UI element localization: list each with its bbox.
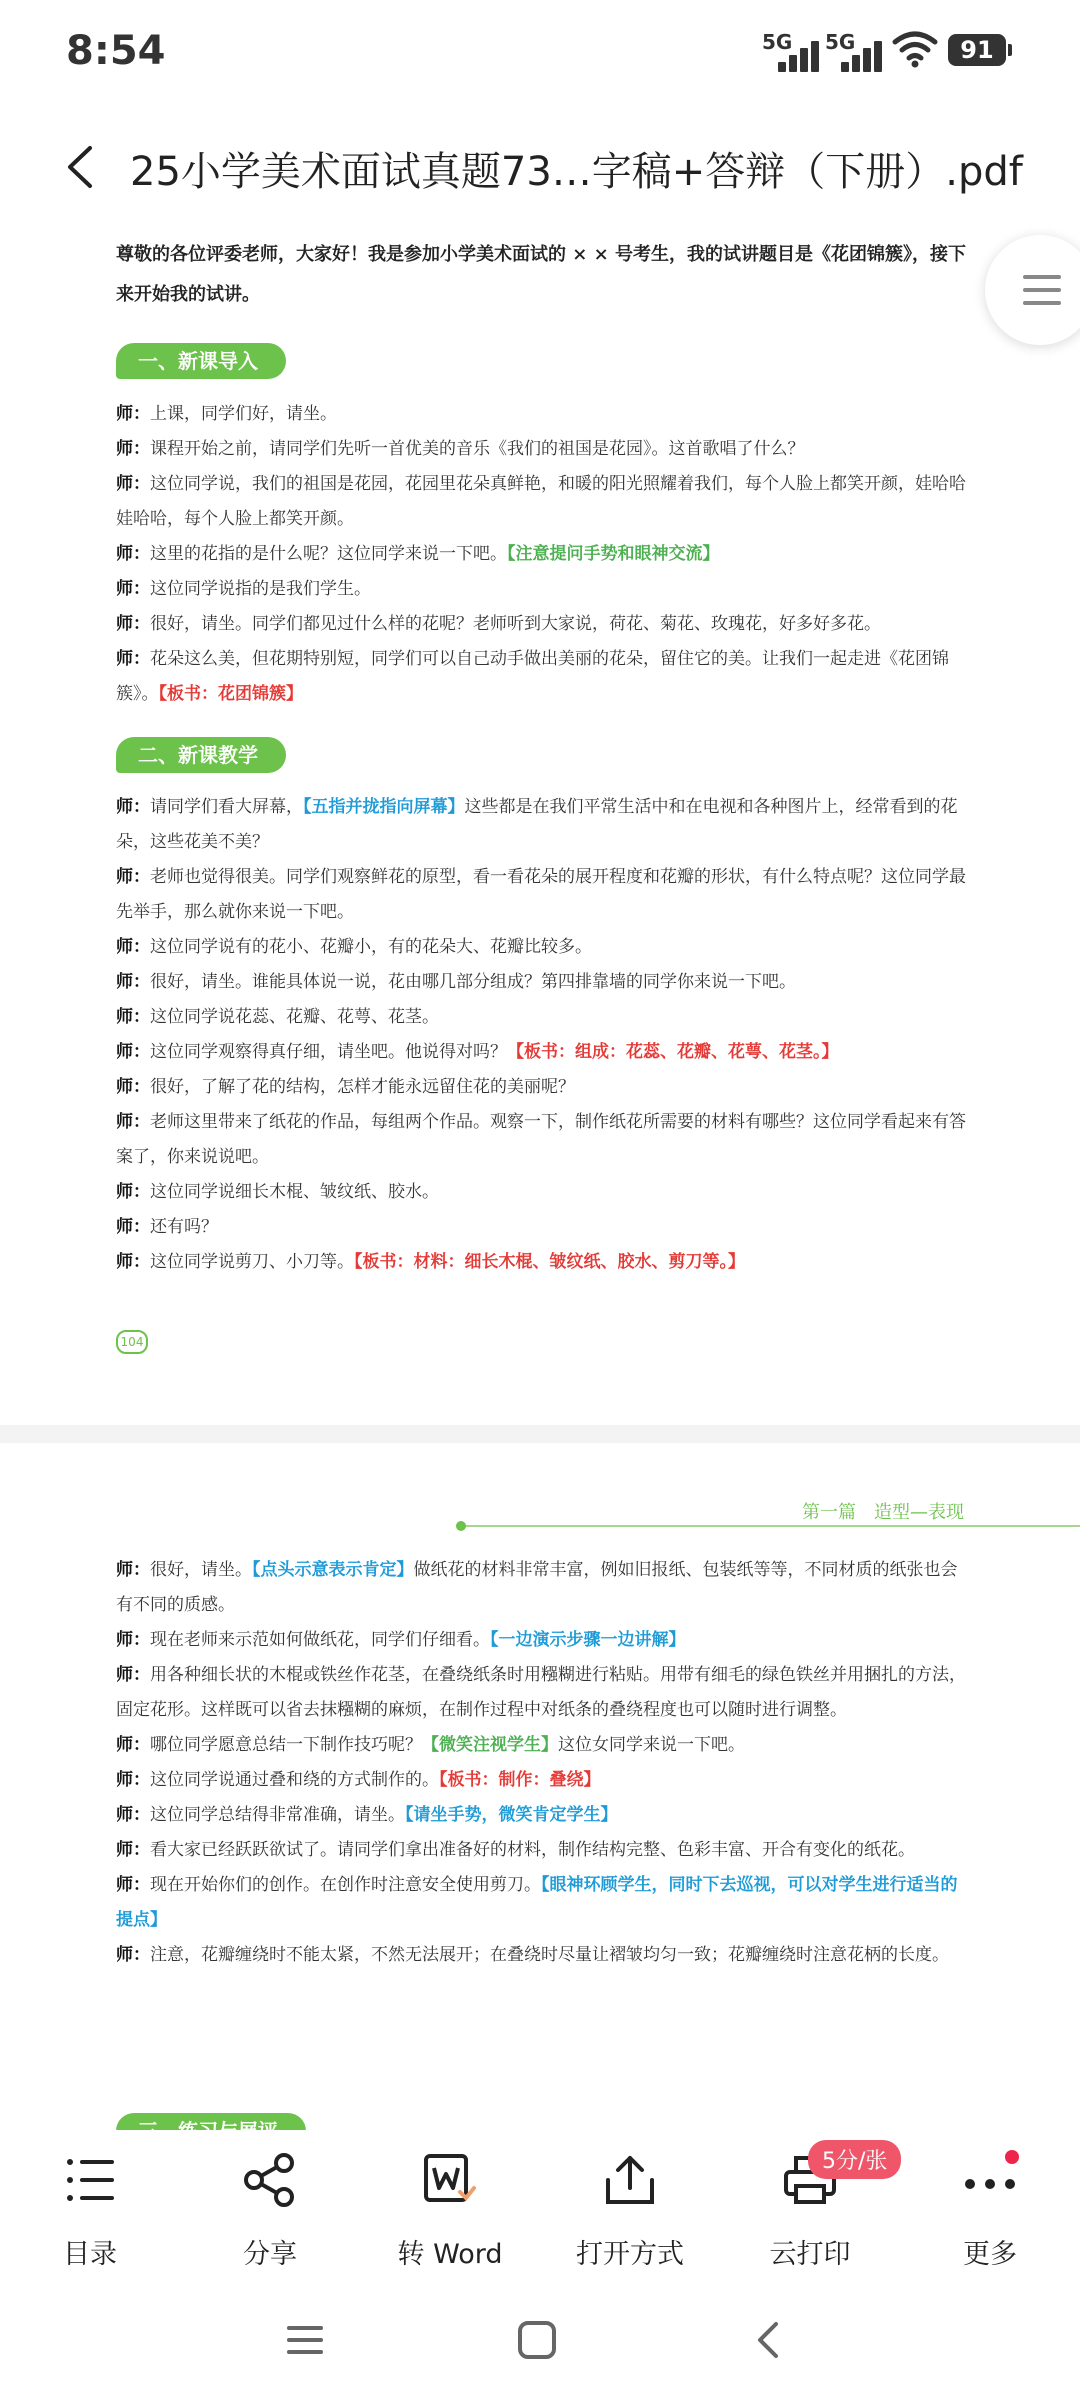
teaching-note: 【板书：花团锦簇】 xyxy=(158,684,303,704)
dialogue-line xyxy=(116,572,966,607)
dialogue-line xyxy=(116,607,966,642)
speaker-label: 师： xyxy=(116,1042,150,1062)
dialogue-line xyxy=(116,1623,966,1658)
print-price-badge: 5分/张 xyxy=(808,2140,901,2179)
speaker-label: 师： xyxy=(116,1945,150,1965)
signal-bars-icon xyxy=(841,40,891,72)
chapter-rule xyxy=(460,1525,1080,1527)
page-2-body xyxy=(116,1553,966,1973)
wifi-icon xyxy=(892,30,938,68)
line-text: 注意，花瓣缠绕时不能太紧，不然无法展开；在叠绕时尽量让褶皱均匀一致；花瓣缠绕时注意花柄的长度。 xyxy=(150,1945,949,1965)
intro-paragraph: 尊敬的各位评委老师，大家好！我是参加小学美术面试的 × × 号考生，我的试讲题目是《花团锦簇》，接下来开始我的试讲。 xyxy=(116,244,966,305)
speaker-label: 师： xyxy=(116,404,150,424)
share-icon xyxy=(240,2150,300,2210)
section-2-body xyxy=(116,790,966,1280)
back-arrow-icon[interactable] xyxy=(58,142,108,192)
status-bar xyxy=(0,0,1080,105)
line-text: 这位同学说有的花小、花瓣小，有的花朵大、花瓣比较多。 xyxy=(150,937,592,957)
menu-nav-icon[interactable] xyxy=(285,2320,325,2360)
dialogue-line xyxy=(116,1210,966,1245)
teaching-note: 【五指并拢指向屏幕】 xyxy=(303,797,465,817)
dialogue-line xyxy=(116,1035,966,1070)
line-text: 花朵这么美，但花期特别短，同学们可以自己动手做出美丽的花朵，留住它的美。让我们一起走进《花团锦簇》。 xyxy=(116,649,949,704)
dialogue-line xyxy=(116,1658,966,1728)
line-text: 这位同学观察得真仔细，请坐吧。他说得对吗？ xyxy=(150,1042,507,1062)
teaching-note: 【板书：制作：叠绕】 xyxy=(439,1770,601,1790)
line-text: 这位女同学来说一下吧。 xyxy=(558,1735,745,1755)
toolbar-label: 打开方式 xyxy=(576,2239,684,2270)
dialogue-line xyxy=(116,1798,966,1833)
dialogue-line xyxy=(116,642,966,712)
speaker-label: 师： xyxy=(116,1735,150,1755)
speaker-label: 师： xyxy=(116,937,150,957)
speaker-label: 师： xyxy=(116,1875,150,1895)
toolbar-more-button[interactable] xyxy=(915,2150,1065,2271)
system-nav-bar xyxy=(0,2280,1080,2401)
dialogue-line xyxy=(116,1000,966,1035)
section-1-body xyxy=(116,397,966,712)
line-text: 还有吗？ xyxy=(150,1217,218,1237)
toolbar-label: 转 Word xyxy=(397,2239,503,2270)
speaker-label: 师： xyxy=(116,1077,150,1097)
line-text: 这位同学说花蕊、花瓣、花萼、花茎。 xyxy=(150,1007,439,1027)
dialogue-line xyxy=(116,1105,966,1175)
dialogue-line xyxy=(116,1868,966,1938)
network-label-2: 5G xyxy=(825,30,856,54)
dialogue-line xyxy=(116,1175,966,1210)
speaker-label: 师： xyxy=(116,972,150,992)
speaker-label: 师： xyxy=(116,867,150,887)
toolbar-label: 更多 xyxy=(963,2239,1017,2270)
teaching-note: 【板书：材料：细长木棍、皱纹纸、胶水、剪刀等。】 xyxy=(354,1252,745,1272)
line-text: 很好，请坐。 xyxy=(150,1560,252,1580)
toolbar-label: 云打印 xyxy=(769,2239,851,2270)
line-text: 很好，请坐。谁能具体说一说，花由哪几部分组成？第四排靠墙的同学你来说一下吧。 xyxy=(150,972,796,992)
speaker-label: 师： xyxy=(116,439,150,459)
speaker-label: 师： xyxy=(116,1805,150,1825)
speaker-label: 师： xyxy=(116,649,150,669)
line-text: 这里的花指的是什么呢？这位同学来说一下吧。 xyxy=(150,544,507,564)
dialogue-line xyxy=(116,1070,966,1105)
teaching-note: 【微笑注视学生】 xyxy=(422,1735,558,1755)
dialogue-line xyxy=(116,1938,966,1973)
line-text: 用各种细长状的木棍或铁丝作花茎，在叠绕纸条时用糨糊进行粘贴。用带有细毛的绿色铁丝并用捆扎的方法，固定花形。这样既可以省去抹糨糊的麻烦，在制作过程中对纸条的叠绕程度也可以随时进行调整。 xyxy=(116,1665,966,1720)
title-bar xyxy=(0,110,1080,225)
dialogue-line xyxy=(116,537,966,572)
section-heading-1: 一、新课导入 xyxy=(116,343,286,379)
teaching-note: 【请坐手势，微笑肯定学生】 xyxy=(405,1805,618,1825)
dialogue-line xyxy=(116,860,966,930)
dialogue-line xyxy=(116,397,966,432)
notification-dot xyxy=(1005,2150,1019,2164)
line-text: 这些都是在我们平常生活中和在电视和各种图片上，经常看到的花朵，这些花美不美？ xyxy=(116,797,958,852)
line-text: 这位同学说指的是我们学生。 xyxy=(150,579,371,599)
line-text: 这位同学说剪刀、小刀等。 xyxy=(150,1252,354,1272)
line-text: 这位同学总结得非常准确，请坐。 xyxy=(150,1805,405,1825)
speaker-label: 师： xyxy=(116,544,150,564)
line-text: 哪位同学愿意总结一下制作技巧呢？ xyxy=(150,1735,422,1755)
battery-indicator: 91 xyxy=(948,34,1006,66)
dialogue-line xyxy=(116,432,966,467)
dialogue-line xyxy=(116,1553,966,1623)
toolbar-share-button[interactable] xyxy=(195,2150,345,2271)
dialogue-line xyxy=(116,965,966,1000)
line-text: 老师也觉得很美。同学们观察鲜花的原型，看一看花朵的展开程度和花瓣的形状，有什么特点呢？这位同学最先举手，那么就你来说一下吧。 xyxy=(116,867,966,922)
line-text: 做纸花的材料非常丰富，例如旧报纸、包装纸等等，不同材质的纸张也会有不同的质感。 xyxy=(116,1560,958,1615)
pdf-page-2 xyxy=(0,1443,1080,2143)
document-title: 25小学美术面试真题73…字稿+答辩（下册）.pdf xyxy=(130,149,1023,195)
teaching-note: 【眼神环顾学生，同时下去巡视，可以对学生进行适当的提点】 xyxy=(116,1875,958,1930)
speaker-label: 师： xyxy=(116,1112,150,1132)
line-text: 这位同学说细长木棍、皱纹纸、胶水。 xyxy=(150,1182,439,1202)
back-nav-icon[interactable] xyxy=(750,2320,790,2360)
speaker-label: 师： xyxy=(116,1560,150,1580)
speaker-label: 师： xyxy=(116,614,150,634)
toolbar-label: 目录 xyxy=(63,2239,117,2270)
line-text: 课程开始之前，请同学们先听一首优美的音乐《我们的祖国是花园》。这首歌唱了什么？ xyxy=(150,439,805,459)
toolbar-label: 分享 xyxy=(243,2239,297,2270)
speaker-label: 师： xyxy=(116,1665,150,1685)
speaker-label: 师： xyxy=(116,579,150,599)
chapter-header: 第一篇 造型—表现 xyxy=(802,1502,964,1523)
dialogue-line xyxy=(116,1728,966,1763)
teaching-note: 【板书：组成：花蕊、花瓣、花萼、花茎。】 xyxy=(507,1042,839,1062)
speaker-label: 师： xyxy=(116,1217,150,1237)
line-text: 现在老师来示范如何做纸花，同学们仔细看。 xyxy=(150,1630,490,1650)
speaker-label: 师： xyxy=(116,1630,150,1650)
toolbar-open-with-button[interactable] xyxy=(555,2150,705,2271)
toolbar-catalog-button[interactable] xyxy=(15,2150,165,2271)
speaker-label: 师： xyxy=(116,1840,150,1860)
word-convert-icon xyxy=(420,2150,480,2210)
dialogue-line xyxy=(116,1763,966,1798)
page-number: 104 xyxy=(116,1330,148,1354)
speaker-label: 师： xyxy=(116,1182,150,1202)
section-heading-2: 二、新课教学 xyxy=(116,737,286,773)
dialogue-line xyxy=(116,1245,966,1280)
dialogue-line xyxy=(116,930,966,965)
bottom-toolbar xyxy=(0,2130,1080,2280)
page-divider xyxy=(0,1425,1080,1443)
teaching-note: 【点头示意表示肯定】 xyxy=(252,1560,414,1580)
speaker-label: 师： xyxy=(116,474,150,494)
line-text: 上课，同学们好，请坐。 xyxy=(150,404,337,424)
line-text: 这位同学说，我们的祖国是花园，花园里花朵真鲜艳，和暖的阳光照耀着我们，每个人脸上都笑开颜，娃哈哈娃哈哈，每个人脸上都笑开颜。 xyxy=(116,474,966,529)
chapter-dot xyxy=(456,1521,466,1531)
network-label-1: 5G xyxy=(762,30,793,54)
line-text: 老师这里带来了纸花的作品，每组两个作品。观察一下，制作纸花所需要的材料有哪些？这位同学看起来有答案了，你来说说吧。 xyxy=(116,1112,966,1167)
dialogue-line xyxy=(116,467,966,537)
line-text: 这位同学说通过叠和绕的方式制作的。 xyxy=(150,1770,439,1790)
speaker-label: 师： xyxy=(116,1007,150,1027)
toolbar-word-button[interactable] xyxy=(375,2150,525,2271)
line-text: 请同学们看大屏幕， xyxy=(150,797,303,817)
teaching-note: 【一边演示步骤一边讲解】 xyxy=(490,1630,686,1650)
teaching-note: 【注意提问手势和眼神交流】 xyxy=(507,544,720,564)
signal-bars-icon xyxy=(778,40,828,72)
speaker-label: 师： xyxy=(116,1770,150,1790)
status-time: 8:54 xyxy=(66,28,166,74)
line-text: 很好，请坐。同学们都见过什么样的花呢？老师听到大家说，荷花、菊花、玫瑰花，好多好多花。 xyxy=(150,614,881,634)
dialogue-line xyxy=(116,1833,966,1868)
speaker-label: 师： xyxy=(116,1252,150,1272)
line-text: 看大家已经跃跃欲试了。请同学们拿出准备好的材料，制作结构完整、色彩丰富、开合有变化的纸花。 xyxy=(150,1840,915,1860)
open-with-icon xyxy=(600,2150,660,2210)
home-nav-icon[interactable] xyxy=(517,2320,557,2360)
speaker-label: 师： xyxy=(116,797,150,817)
pdf-page-1 xyxy=(0,225,1080,1425)
line-text: 现在开始你们的创作。在创作时注意安全使用剪刀。 xyxy=(150,1875,541,1895)
line-text: 很好，了解了花的结构，怎样才能永远留住花的美丽呢？ xyxy=(150,1077,575,1097)
dialogue-line xyxy=(116,790,966,860)
list-icon xyxy=(60,2150,120,2210)
